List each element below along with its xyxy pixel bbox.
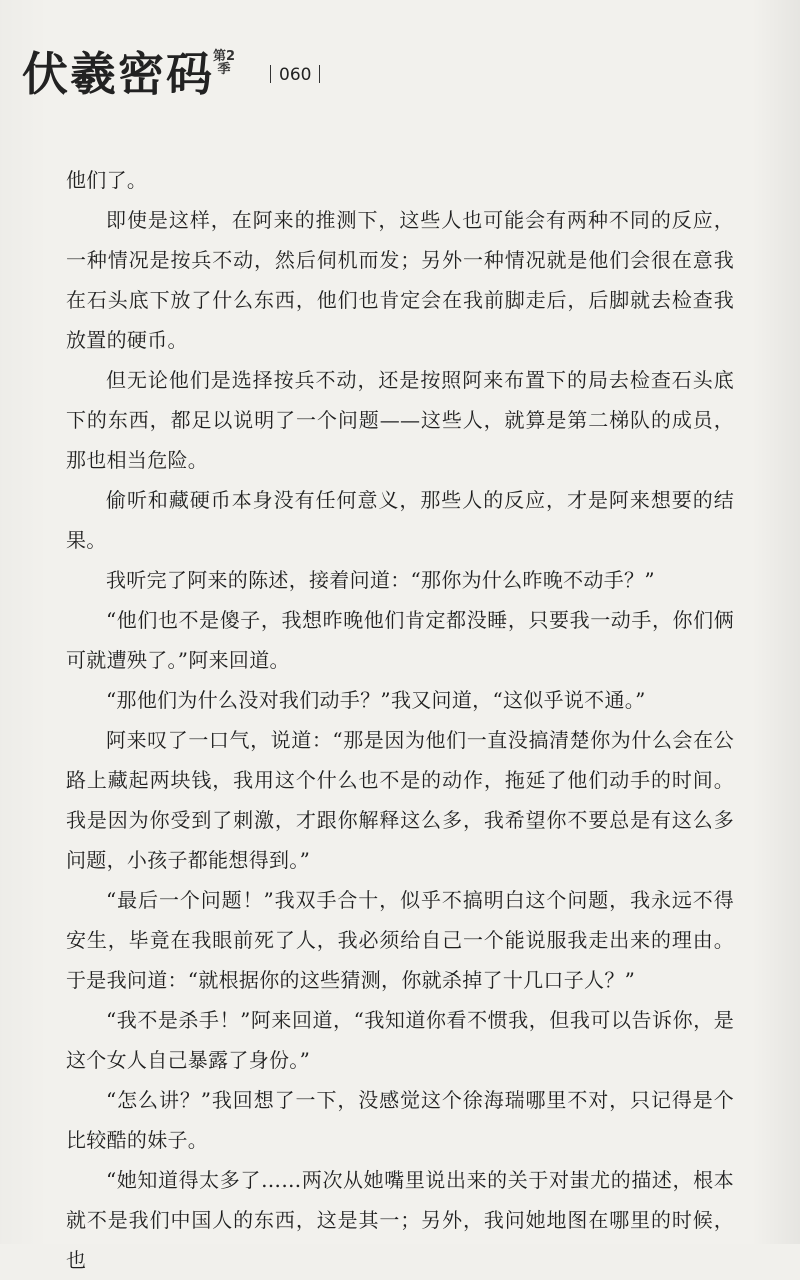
running-header	[22, 44, 442, 104]
paragraph: 他们了。	[66, 168, 148, 192]
paragraph: 但无论他们是选择按兵不动，还是按照阿来布置下的局去检查石头底下的东西，都足以说明了一个问题——这些人，就算是第二梯队的成员，那也相当危险。	[66, 368, 734, 472]
divider	[270, 65, 271, 83]
divider	[319, 65, 320, 83]
paragraph: “她知道得太多了……两次从她嘴里说出来的关于对蚩尤的描述，根本就不是我们中国人的东西，这是其一；另外，我问她地图在哪里的时候，也	[66, 1168, 734, 1272]
paragraph: “我不是杀手！”阿来回道，“我知道你看不惯我，但我可以告诉你，是这个女人自己暴露了身份。”	[66, 1008, 734, 1072]
paragraph: “他们也不是傻子，我想昨晚他们肯定都没睡，只要我一动手，你们俩可就遭殃了。”阿来回道。	[66, 608, 734, 672]
paragraph: “那他们为什么没对我们动手？”我又问道，“这似乎说不通。”	[106, 688, 646, 712]
season-label: 第2季	[212, 49, 236, 77]
page-number	[262, 64, 328, 86]
paragraph: “怎么讲？”我回想了一下，没感觉这个徐海瑞哪里不对，只记得是个比较酷的妹子。	[66, 1088, 734, 1152]
paragraph: 阿来叹了一口气，说道：“那是因为他们一直没搞清楚你为什么会在公路上藏起两块钱，我用这个什么也不是的动作，拖延了他们动手的时间。我是因为你受到了刺激，才跟你解释这么多，我希望你不要总是有这么多问题，小孩子都能想得到。”	[66, 728, 734, 872]
paragraph: “最后一个问题！”我双手合十，似乎不搞明白这个问题，我永远不得安生，毕竟在我眼前死了人，我必须给自己一个能说服我走出来的理由。于是我问道：“就根据你的这些猜测，你就杀掉了十几口子人？”	[66, 888, 734, 992]
paragraph: 偷听和藏硬币本身没有任何意义，那些人的反应，才是阿来想要的结果。	[66, 488, 734, 552]
paragraph: 我听完了阿来的陈述，接着问道：“那你为什么昨晚不动手？”	[106, 568, 655, 592]
paragraph: 即使是这样，在阿来的推测下，这些人也可能会有两种不同的反应，一种情况是按兵不动，然后伺机而发；另外一种情况就是他们会很在意我在石头底下放了什么东西，他们也肯定会在我前脚走后，后脚就去检查我放置的硬币。	[66, 208, 734, 352]
body-text	[66, 160, 734, 1280]
book-title: 伏羲密码	[22, 47, 214, 101]
page-number-value: 060	[279, 65, 312, 85]
